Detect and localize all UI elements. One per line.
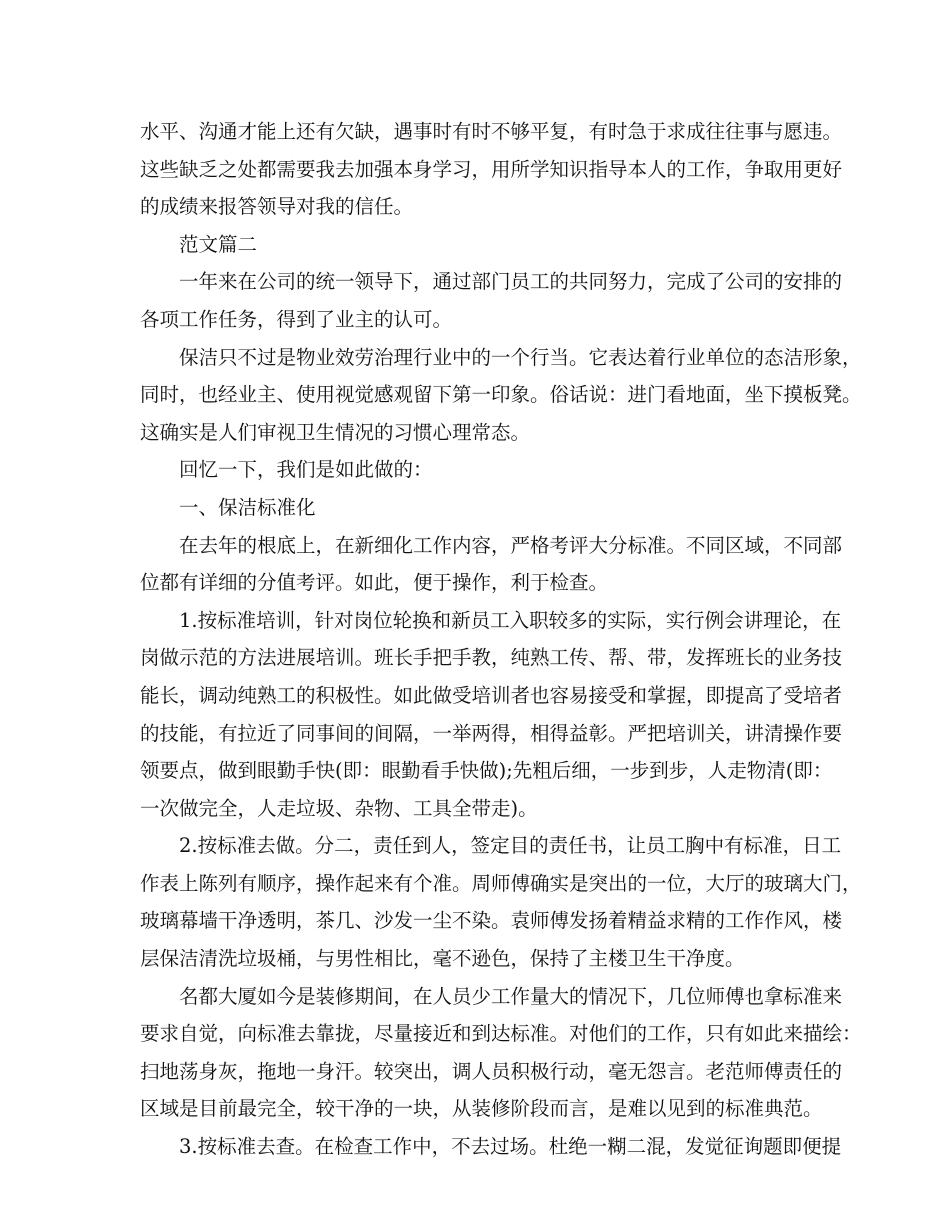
- section-heading: 范文篇二: [140, 232, 258, 256]
- text-line: 同时，也经业主、使用视觉感观留下第一印象。俗话说：进门看地面，坐下摸板凳。: [140, 383, 862, 407]
- text-line: 领要点，做到眼勤手快(即：眼勤看手快做);先粗后细，一步到步，人走物清(即：: [140, 759, 833, 783]
- text-line: 作表上陈列有顺序，操作起来有个准。周师傅确实是突出的一位，大厅的玻璃大门，: [140, 871, 862, 895]
- text-line: 2.按标准去做。分二，责任到人，签定目的责任书，让员工胸中有标准，日工: [140, 834, 842, 858]
- text-line: 的技能，有拉近了同事间的间隔，一举两得，相得益彰。严把培训关，讲清操作要: [140, 721, 843, 745]
- text-line: 水平、沟通才能上还有欠缺，遇事时有时不够平复，有时急于求成往往事与愿违。: [140, 120, 843, 143]
- text-line: 区域是目前最完全，较干净的一块，从装修阶段而言，是难以见到的标准典范。: [140, 1097, 823, 1121]
- text-line: 的成绩来报答领导对我的信任。: [140, 195, 414, 219]
- text-line: 位都有详细的分值考评。如此，便于操作，利于检查。: [140, 571, 609, 595]
- text-line: 层保洁清洗垃圾桶，与男性相比，毫不逊色，保持了主楼卫生干净度。: [140, 947, 745, 971]
- text-line: 保洁只不过是物业效劳治理行业中的一个行当。它表达着行业单位的态洁形象，: [140, 345, 862, 369]
- text-line: 岗做示范的方法进展培训。班长手把手教，纯熟工传、帮、带，发挥班长的业务技: [140, 646, 843, 670]
- text-line: 1.按标准培训，针对岗位轮换和新员工入职较多的实际，实行例会讲理论，在: [140, 608, 842, 632]
- text-line: 名都大厦如今是装修期间，在人员少工作量大的情况下，几位师傅也拿标准来: [140, 984, 843, 1008]
- text-line: 能长，调动纯熟工的积极性。如此做受培训者也容易接受和掌握，即提高了受培者: [140, 683, 843, 707]
- text-line: 一次做完全，人走垃圾、杂物、工具全带走)。: [140, 796, 538, 820]
- text-line: 扫地荡身灰，拖地一身汗。较突出，调人员积极行动，毫无怨言。老范师傅责任的: [140, 1059, 843, 1083]
- text-line: 一年来在公司的统一领导下，通过部门员工的共同努力，完成了公司的安排的: [140, 270, 843, 294]
- text-line: 3.按标准去查。在检查工作中，不去过场。杜绝一糊二混，发觉征询题即便提: [140, 1135, 842, 1159]
- text-line: 这些缺乏之处都需要我去加强本身学习，用所学知识指导本人的工作，争取用更好: [140, 157, 843, 181]
- text-line: 要求自觉，向标准去靠拢，尽量接近和到达标准。对他们的工作，只有如此来描绘：: [140, 1022, 862, 1046]
- text-line: 各项工作任务，得到了业主的认可。: [140, 307, 453, 331]
- text-line: 在去年的根底上，在新细化工作内容，严格考评大分标准。不同区域，不同部: [140, 533, 843, 557]
- text-line: 这确实是人们审视卫生情况的习惯心理常态。: [140, 420, 531, 444]
- document-body: [140, 113, 862, 1166]
- section-heading: 一、保洁标准化: [140, 495, 316, 519]
- text-line: 玻璃幕墙干净透明，茶几、沙发一尘不染。袁师傅发扬着精益求精的工作作风，楼: [140, 909, 843, 933]
- text-line: 回忆一下，我们是如此做的：: [140, 458, 433, 482]
